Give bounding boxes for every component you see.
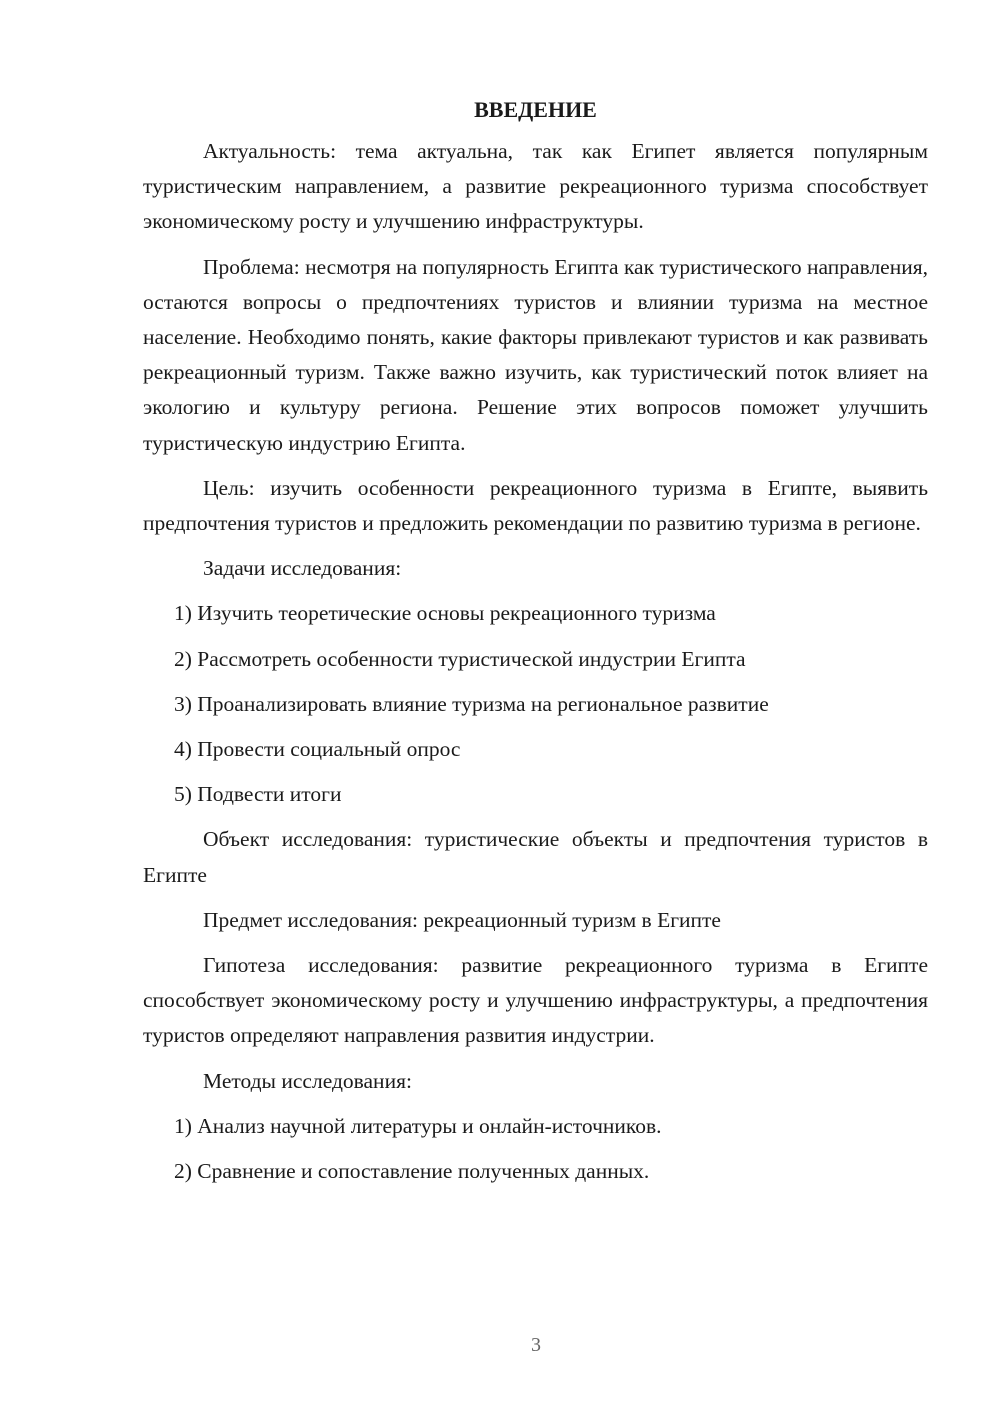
- goal-paragraph: Цель: изучить особенности рекреационного туризма в Египте, выявить предпочтения туристов и предложить рекомендации по развитию туризма в регионе.: [143, 475, 928, 536]
- task-item-4: 4) Провести социальный опрос: [174, 737, 461, 762]
- method-item-1: 1) Анализ научной литературы и онлайн-источников.: [174, 1113, 662, 1138]
- problem-paragraph: Проблема: несмотря на популярность Египта как туристического направления, остаются вопросы о предпочтениях туристов и влиянии туризма на местное население. Необходимо понять, какие факторы привлекают туристов и как развивать рекреационный туризм. Также важно изучить, как туристический поток влияет на экологию и культуру региона. Решение этих вопросов поможет улучшить туристическую индустрию Египта.: [143, 254, 928, 455]
- task-item-3: 3) Проанализировать влияние туризма на региональное развитие: [174, 691, 769, 716]
- task-item-2: 2) Рассмотреть особенности туристической индустрии Египта: [174, 646, 746, 671]
- task-item-5: 5) Подвести итоги: [174, 782, 342, 807]
- subject-paragraph: Предмет исследования: рекреационный туризм в Египте: [203, 907, 721, 932]
- page-number: 3: [531, 1334, 541, 1356]
- object-paragraph: Объект исследования: туристические объекты и предпочтения туристов в Египте: [143, 827, 928, 887]
- document-page: [143, 92, 928, 1199]
- task-item-1: 1) Изучить теоретические основы рекреационного туризма: [174, 601, 716, 626]
- tasks-title: Задачи исследования:: [203, 556, 402, 581]
- relevance-paragraph: Актуальность: тема актуальна, так как Египет является популярным туристическим направлением, а развитие рекреационного туризма способствует экономическому росту и улучшению инфраструктуры.: [143, 139, 928, 234]
- method-item-2: 2) Сравнение и сопоставление полученных данных.: [174, 1159, 650, 1184]
- section-heading: ВВЕДЕНИЕ: [474, 97, 597, 122]
- hypothesis-paragraph: Гипотеза исследования: развитие рекреационного туризма в Египте способствует экономическому росту и улучшению инфраструктуры, а предпочтения туристов определяют направления развития индустрии.: [143, 953, 928, 1048]
- methods-title: Методы исследования:: [203, 1068, 412, 1093]
